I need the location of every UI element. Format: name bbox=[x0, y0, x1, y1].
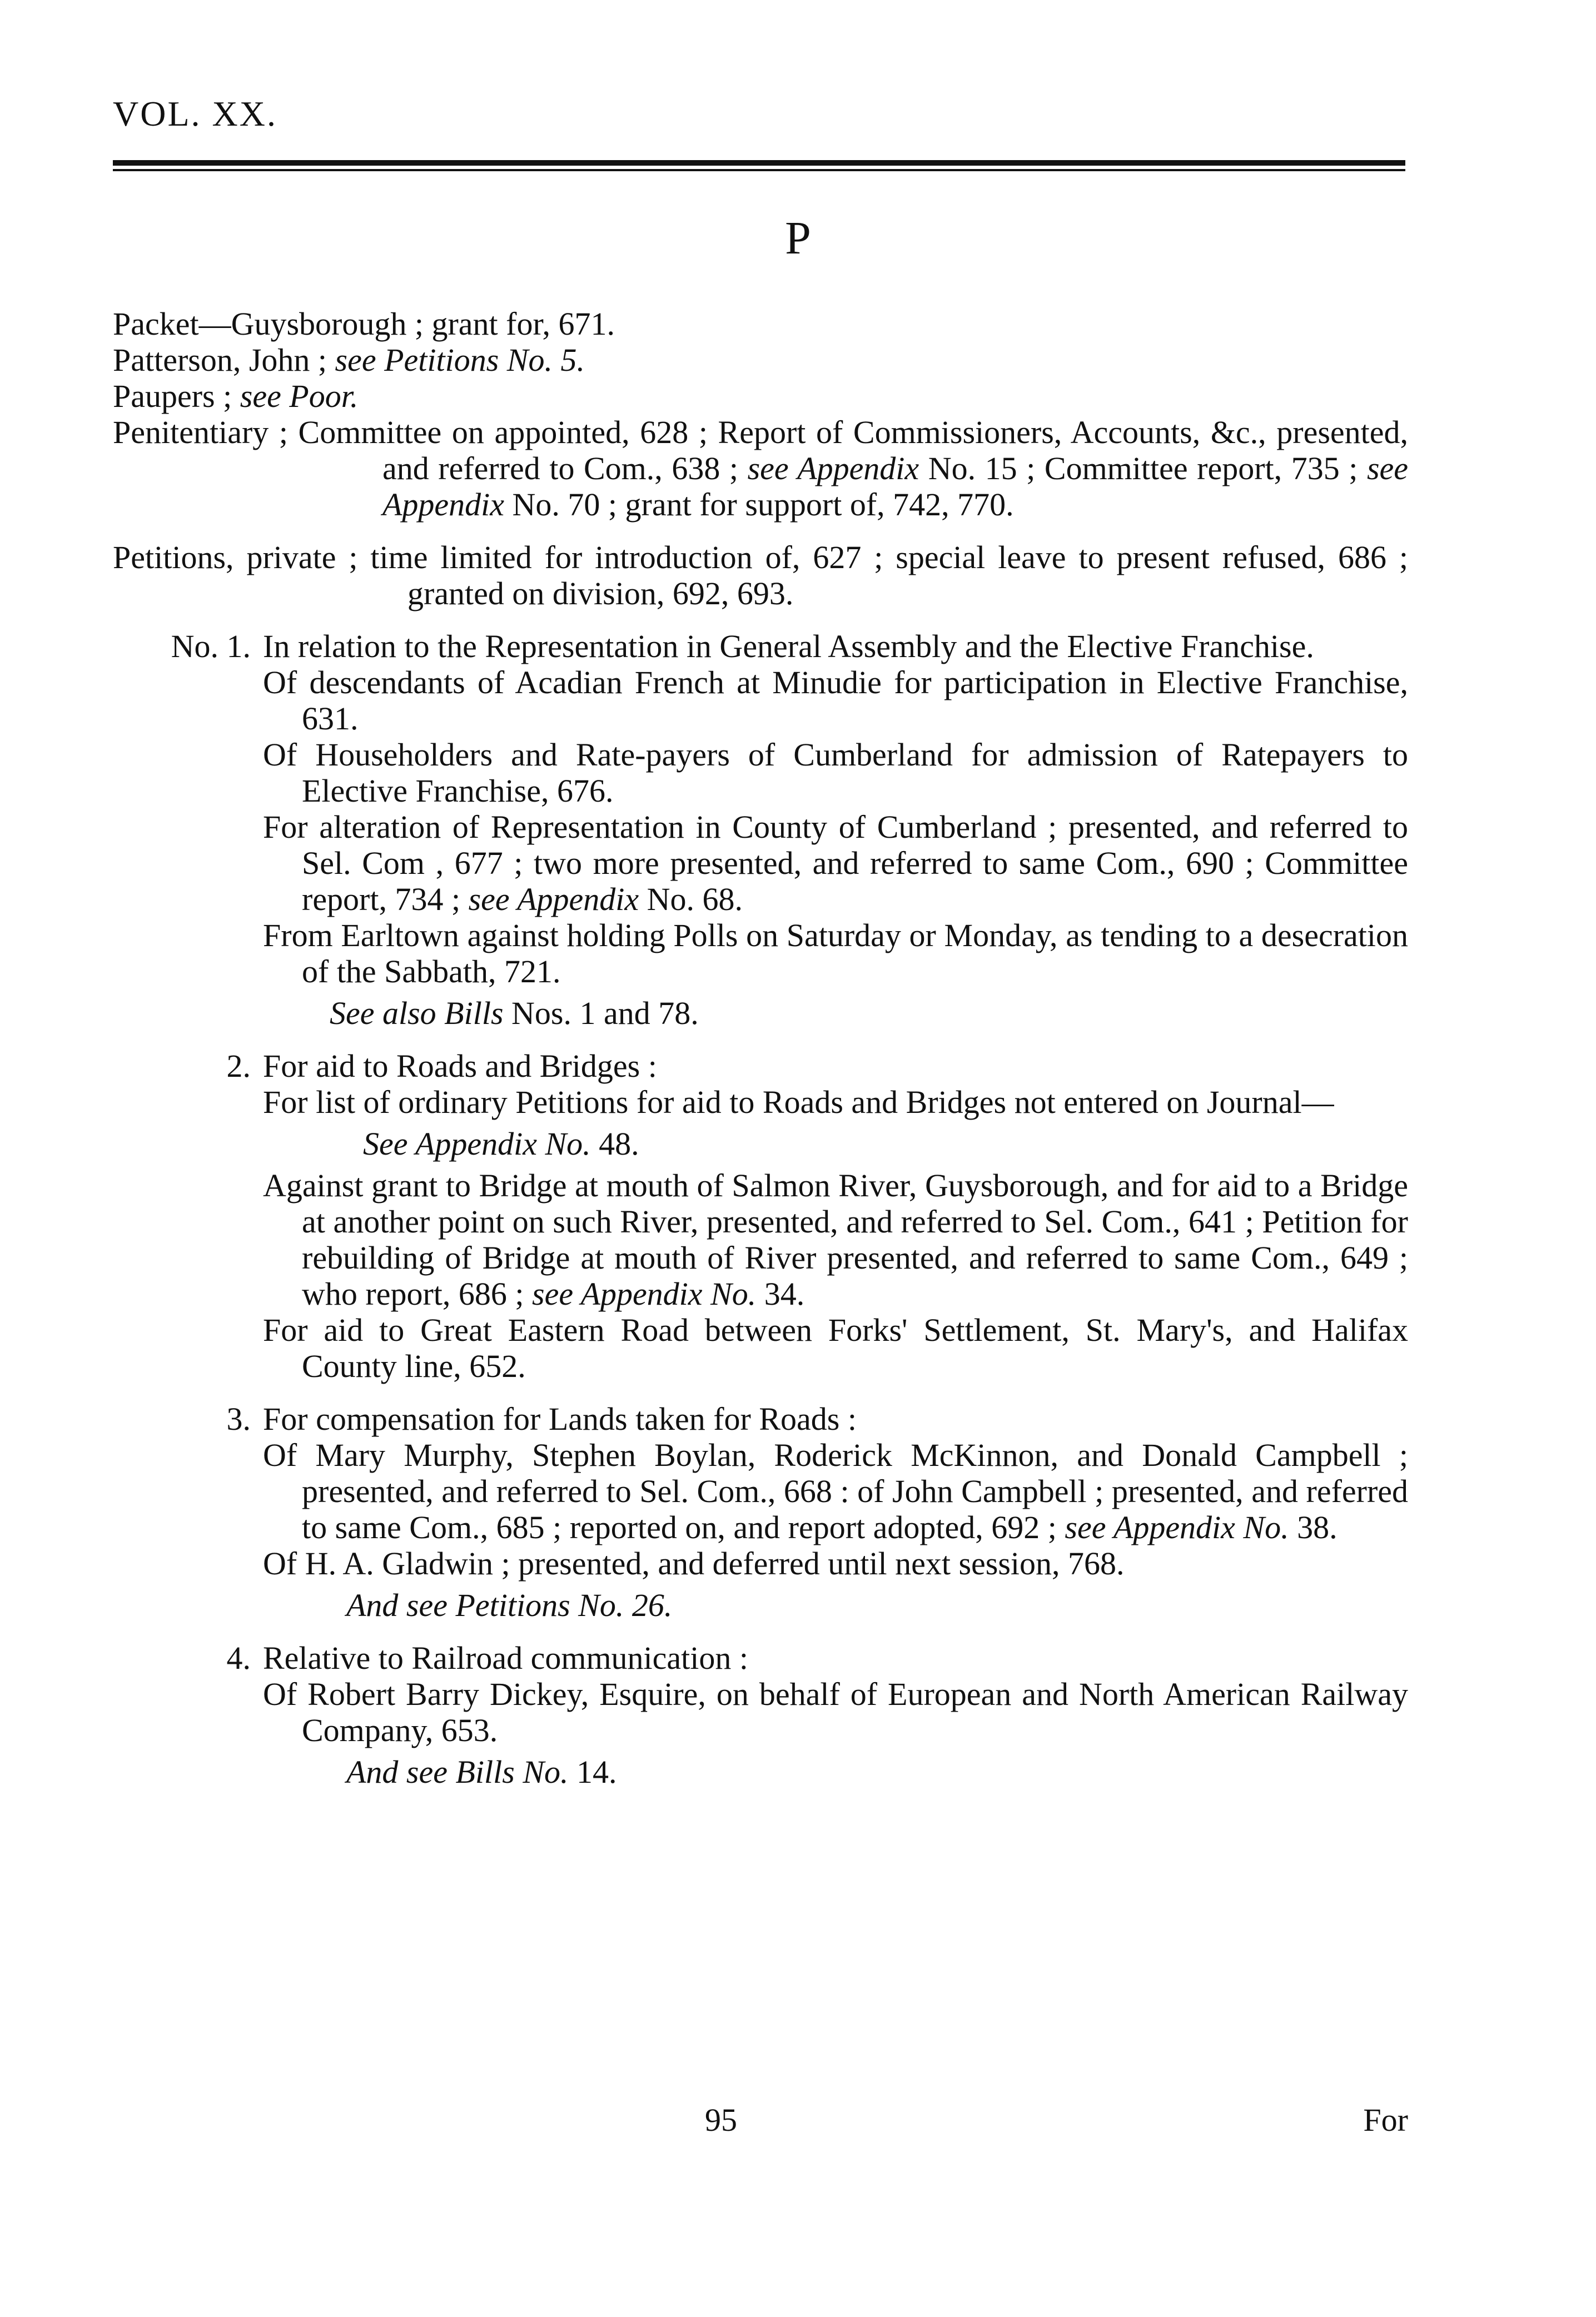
petition-group-2-content bbox=[263, 1048, 1408, 1384]
petition-1-item-cumberland bbox=[263, 809, 1408, 917]
petition-2-list-item: For list of ordinary Petitions for aid to Roads and Bridges not entered on Journal— bbox=[263, 1084, 1334, 1120]
petition-group-1 bbox=[113, 628, 1408, 1031]
entry-packet: Packet—Guysborough ; grant for, 671. bbox=[113, 306, 615, 342]
spacer bbox=[113, 1031, 1408, 1048]
entry-paupers-ref: see Poor. bbox=[240, 378, 359, 414]
petition-4-see bbox=[346, 1754, 1408, 1790]
see-also-nos: Nos. 1 and 78. bbox=[503, 995, 699, 1031]
petition-1-heading: In relation to the Representation in General Assembly and the Elective Franchise. bbox=[263, 628, 1314, 664]
catchword: For bbox=[1363, 2102, 1408, 2138]
murphy-ref: see Appendix No. bbox=[1065, 1509, 1289, 1545]
petition-2-see bbox=[363, 1126, 1408, 1162]
petition-1-item: Of descendants of Acadian French at Minudie for participation in Elective Franchise, 631. bbox=[263, 664, 1408, 737]
page-footer bbox=[113, 2101, 1408, 2146]
petition-4-item-dickey: Of Robert Barry Dickey, Esquire, on behalf of European and North American Railway Company, 653. bbox=[263, 1676, 1408, 1748]
murphy-text: Of Mary Murphy, Stephen Boylan, Roderick McKinnon, and Donald Campbell ; presented, and referred to Sel. Com., 668 : of John Campbell ; presented, and referred to same Com., 685 ; reported on, and report adopted, 692 ; bbox=[263, 1437, 1408, 1545]
entry-penitentiary-text-2: No. 15 ; Committee report, 735 ; bbox=[919, 450, 1367, 486]
petition-3-item-murphy bbox=[263, 1437, 1408, 1545]
header-rule-thick bbox=[113, 160, 1405, 166]
petition-1-item-earltown: From Earltown against holding Polls on Saturday or Monday, as tending to a desecration of the Sabbath, 721. bbox=[263, 917, 1408, 990]
header-rule-thin bbox=[113, 169, 1405, 171]
petition-group-3 bbox=[113, 1401, 1408, 1623]
entry-paupers-text: Paupers ; bbox=[113, 378, 240, 414]
petition-2-item-salmon bbox=[263, 1167, 1408, 1312]
entry-patterson-text: Patterson, John ; bbox=[113, 342, 335, 378]
petition-number-1: No. 1. bbox=[171, 628, 251, 664]
see-bills: And see Bills No. bbox=[346, 1754, 569, 1790]
volume-header: VOL. XX. bbox=[113, 94, 277, 133]
entry-penitentiary-text-3: No. 70 ; grant for support of, 742, 770. bbox=[504, 486, 1014, 523]
entry-penitentiary-ref-1: see Appendix bbox=[747, 450, 919, 486]
see-appendix: See Appendix No. bbox=[363, 1126, 591, 1162]
entry-patterson bbox=[113, 342, 1408, 378]
petition-2-item-eastern: For aid to Great Eastern Road between Forks' Settlement, St. Mary's, and Halifax County line, 652. bbox=[263, 1312, 1408, 1384]
entry-petitions: Petitions, private ; time limited for introduction of, 627 ; special leave to present refused, 686 ; granted on division, 692, 693. bbox=[113, 539, 1408, 611]
petition-group-2 bbox=[113, 1048, 1408, 1384]
see-bills-num: 14. bbox=[568, 1754, 617, 1790]
petition-3-heading: For compensation for Lands taken for Roads : bbox=[263, 1401, 857, 1437]
see-also-bills: See also Bills bbox=[330, 995, 504, 1031]
petition-3-item-gladwin: Of H. A. Gladwin ; presented, and deferred until next session, 768. bbox=[263, 1545, 1125, 1582]
petition-2-heading: For aid to Roads and Bridges : bbox=[263, 1048, 657, 1084]
salmon-num: 34. bbox=[756, 1276, 805, 1312]
petition-4-heading: Relative to Railroad communication : bbox=[263, 1640, 749, 1676]
entry-penitentiary-ref-2: see Appendix bbox=[382, 450, 1408, 523]
petition-group-3-content bbox=[263, 1401, 1408, 1623]
petition-group-1-content bbox=[263, 628, 1408, 1031]
entry-penitentiary-text-1: Penitentiary ; Committee on appointed, 628 ; Report of Commissioners, Accounts, &c., presented, and referred to Com., 638 ; bbox=[113, 414, 1408, 486]
entry-patterson-ref: see Petitions No. 5. bbox=[335, 342, 585, 378]
index-body bbox=[113, 306, 1408, 1790]
cumberland-ref: see Appendix bbox=[468, 881, 639, 917]
petition-group-4-content bbox=[263, 1640, 1408, 1790]
cumberland-num: No. 68. bbox=[639, 881, 743, 917]
salmon-ref: see Appendix No. bbox=[532, 1276, 757, 1312]
petition-number-4: 4. bbox=[226, 1640, 251, 1676]
spacer bbox=[113, 1384, 1408, 1401]
page-number: 95 bbox=[705, 2102, 737, 2138]
petition-number-2: 2. bbox=[226, 1048, 251, 1084]
spacer bbox=[113, 1623, 1408, 1640]
salmon-text: Against grant to Bridge at mouth of Salmon River, Guysborough, and for aid to a Bridge at another point on such River, presented, and referred to Sel. Com., 641 ; Petition for rebuilding of Bridge at mouth of River presented, and referred to same Com., 649 ; who report, 686 ; bbox=[263, 1167, 1408, 1312]
spacer bbox=[113, 611, 1408, 628]
petition-1-item: Of Householders and Rate-payers of Cumberland for admission of Ratepayers to Elective Franchise, 676. bbox=[263, 737, 1408, 809]
murphy-num: 38. bbox=[1289, 1509, 1338, 1545]
see-appendix-num: 48. bbox=[590, 1126, 639, 1162]
petition-number-3: 3. bbox=[226, 1401, 251, 1437]
section-letter: P bbox=[785, 212, 811, 264]
petition-1-see-also bbox=[330, 995, 1408, 1031]
cumberland-text: For alteration of Representation in County of Cumberland ; presented, and referred to Sel. Com , 677 ; two more presented, and referred to same Com., 690 ; Committee report, 734 ; bbox=[263, 809, 1408, 917]
entry-penitentiary bbox=[113, 414, 1408, 523]
petition-3-see: And see Petitions No. 26. bbox=[346, 1587, 673, 1623]
entry-paupers bbox=[113, 378, 1408, 414]
petition-group-4 bbox=[113, 1640, 1408, 1790]
spacer bbox=[113, 523, 1408, 539]
